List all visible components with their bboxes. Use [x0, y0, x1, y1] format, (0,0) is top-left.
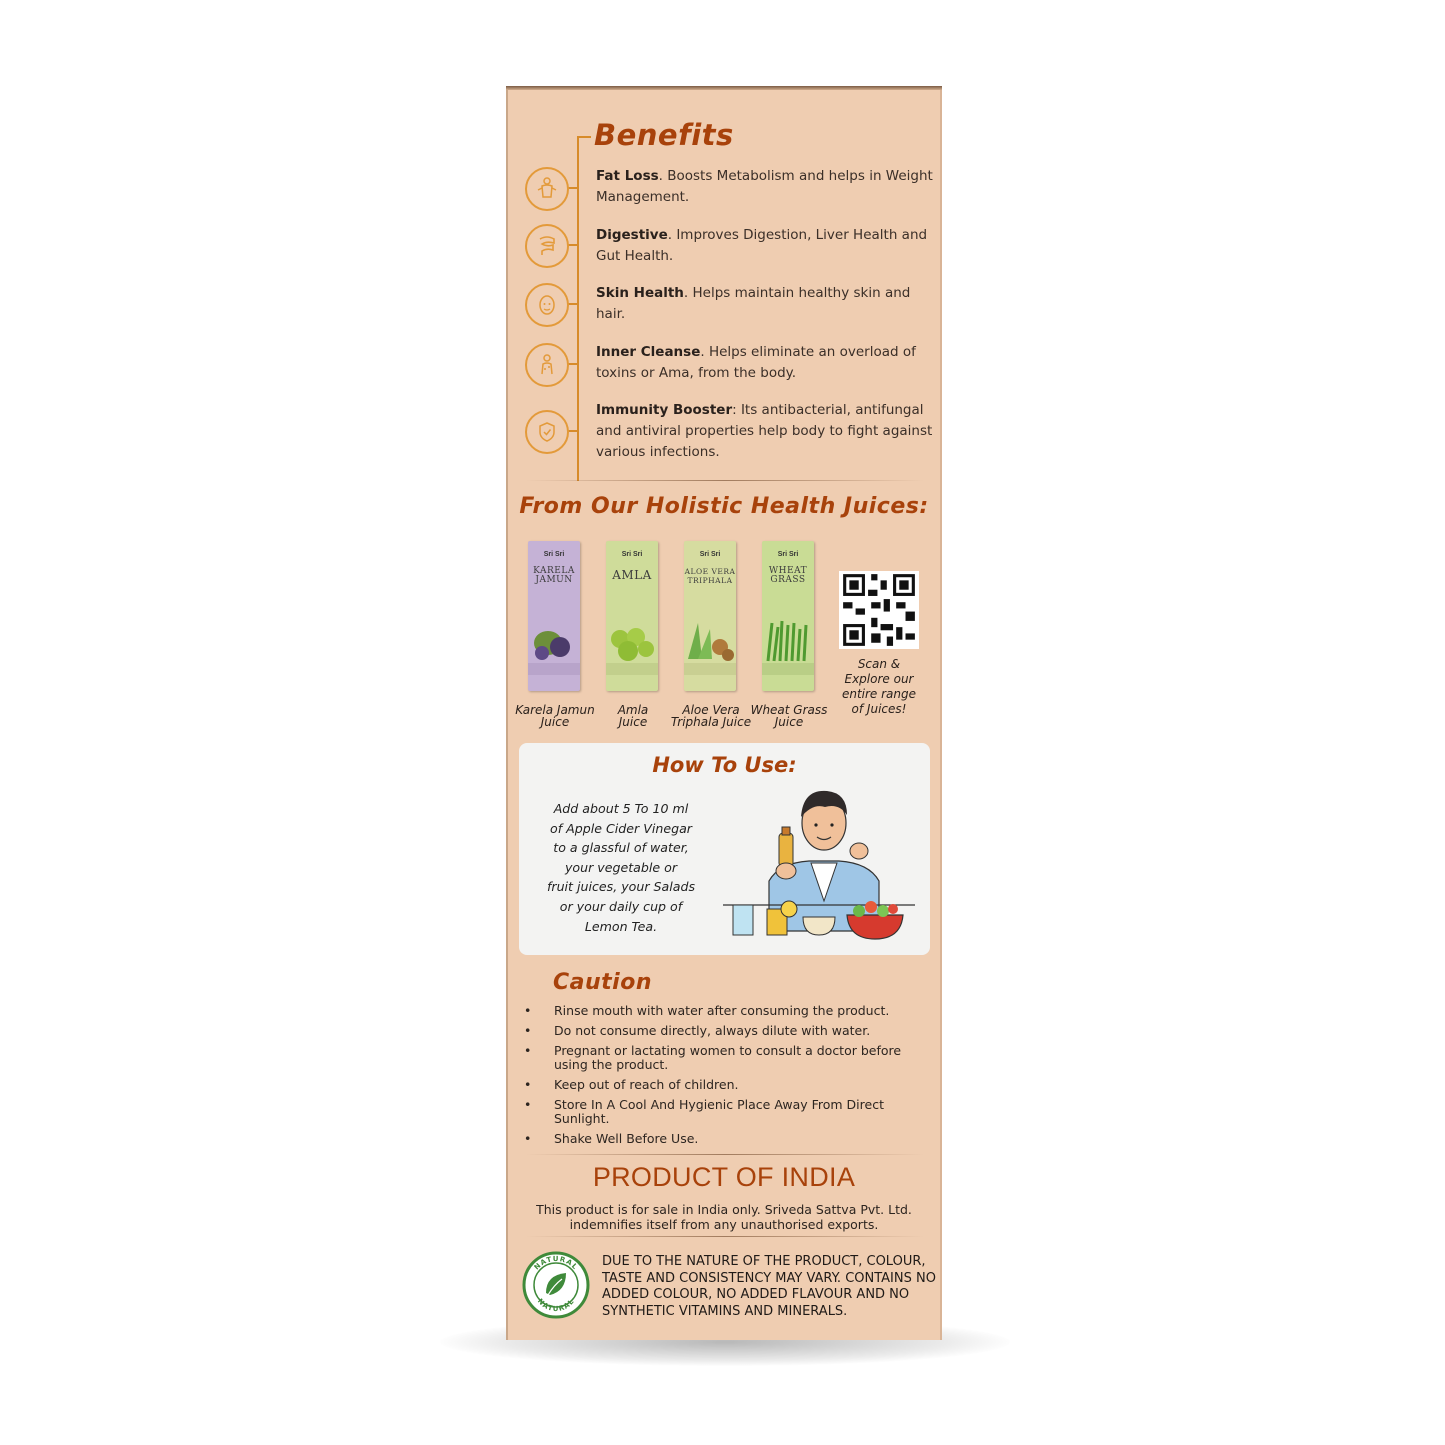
pack-brand: Sri Sri — [543, 551, 565, 558]
product-box-back: Benefits Fat Loss. Boosts Metabolism and helps in Weight Management. Digestive. Improves Digestion, Liver Health and Gut Health. Skin Health. Helps maintain healthy skin and hair. Inner Cleanse. Helps eliminate an overload of toxins or Ama, from the body. Immunity Booster: Its antibacterial, antifungal and antiviral properties help body to fight against various infections. From Our Holistic Health Juices: Sri Sri KARELA JAMUN Sri Sri AMLA Sri Sri ALOE VERA TRIPHALA Sri Sri WHEAT GRASS Karela Jamun Juice Amla Juice Aloe Vera Triphala Juice Wheat Grass Juice Scan & Explore our entire range of Juices! How To Use: Add about 5 To 10 ml of Apple Cider Vinegar to a glassful of water, your vegetable or fruit juices, your Salads or your daily cup of Lemon Tea. Caution • Rinse mouth with water after consuming the product. • Do not consume directly, always dilute with water. • Pregnant or lactating women to consult a doctor before using the product. • Keep out of reach of children. • Store In A Cool And Hygienic Place Away From Direct Sunlight. • Shake Well Before Use. PRODUCT OF INDIA This product is for sale in India only. Sriveda Sattva Pvt. Ltd. indemnifies itself from any unauthorised exports. NATURAL NATURAL DUE TO THE NATURE OF THE PRODUCT, COLOUR, TASTE AND CONSISTENCY MAY VARY. CONTAINS NO ADDED COLOUR, NO ADDED FLAVOUR AND NO SYNTHETIC VITAMINS AND MINERALS. — [506, 86, 942, 1340]
how-to-use-title: How To Use: — [652, 753, 797, 777]
svg-text:NATURAL: NATURAL — [532, 1254, 580, 1272]
man-drinking-illustration — [719, 781, 919, 941]
natural-badge-icon — [522, 1251, 590, 1319]
product-of-india: PRODUCT OF INDIA — [592, 1162, 856, 1192]
juice-pack-aloe-vera-triphala — [684, 541, 736, 691]
benefit-item: Immunity Booster: Its antibacterial, antifungal and antiviral properties help body to fight against various infections. — [596, 402, 933, 460]
juice-caption: Wheat Grass Juice — [750, 703, 828, 729]
juice-pack-wheat-grass — [762, 541, 814, 691]
shield-virus-icon — [525, 410, 569, 454]
juice-caption: Karela Jamun Juice — [515, 703, 595, 729]
pack-image — [606, 619, 658, 675]
pack-name: WHEAT GRASS — [768, 566, 808, 585]
sale-note: This product is for sale in India only. Sriveda Sattva Pvt. Ltd. indemnifies itself from any unauthorised exports. — [536, 1202, 912, 1232]
divider — [526, 1236, 924, 1237]
svg-text:NATURAL: NATURAL — [535, 1297, 577, 1314]
juice-caption: Amla Juice — [617, 703, 649, 729]
pack-brand: Sri Sri — [777, 551, 799, 558]
pack-name: KARELA JAMUN — [533, 566, 575, 585]
caution-title: Caution — [553, 970, 652, 995]
pack-name: ALOE VERA TRIPHALA — [684, 567, 736, 585]
juice-pack-karela-jamun — [528, 541, 580, 691]
divider — [526, 1154, 924, 1155]
juice-pack-amla — [606, 541, 658, 691]
pack-brand: Sri Sri — [699, 551, 721, 558]
body-weight-icon — [525, 167, 569, 211]
qr-code[interactable] — [839, 571, 919, 649]
how-to-use-text: Add about 5 To 10 ml of Apple Cider Vinegar to a glassful of water, your vegetable or fruit juices, your Salads or your daily cup of Lemon Tea. — [546, 801, 696, 934]
benefit-item: Skin Health. Helps maintain healthy skin and hair. — [596, 285, 911, 322]
scan-explore-text: Scan & Explore our entire range of Juices! — [841, 657, 917, 716]
juice-caption: Aloe Vera Triphala Juice — [670, 703, 752, 729]
pack-brand: Sri Sri — [621, 551, 643, 558]
pack-name: AMLA — [612, 568, 652, 582]
pack-image — [528, 619, 580, 675]
benefits-timeline-tick — [577, 136, 591, 138]
divider — [526, 480, 924, 481]
benefits-title: Benefits — [594, 118, 734, 152]
intestine-icon — [525, 224, 569, 268]
disclaimer-text: DUE TO THE NATURE OF THE PRODUCT, COLOUR, TASTE AND CONSISTENCY MAY VARY. CONTAINS NO ADDED COLOUR, NO ADDED FLAVOUR AND NO SYNTHETIC VITAMINS AND MINERALS. — [602, 1254, 936, 1319]
juices-title: From Our Holistic Health Juices: — [519, 494, 929, 519]
benefit-item: Inner Cleanse. Helps eliminate an overload of toxins or Ama, from the body. — [596, 344, 916, 381]
box-top-edge — [506, 86, 942, 90]
pack-image — [684, 619, 736, 675]
body-cleanse-icon — [525, 343, 569, 387]
pack-image — [762, 619, 814, 675]
face-icon — [525, 283, 569, 327]
benefit-item: Fat Loss. Boosts Metabolism and helps in Weight Management. — [596, 168, 933, 205]
benefit-item: Digestive. Improves Digestion, Liver Health and Gut Health. — [596, 227, 928, 264]
how-to-use-panel — [519, 743, 930, 955]
